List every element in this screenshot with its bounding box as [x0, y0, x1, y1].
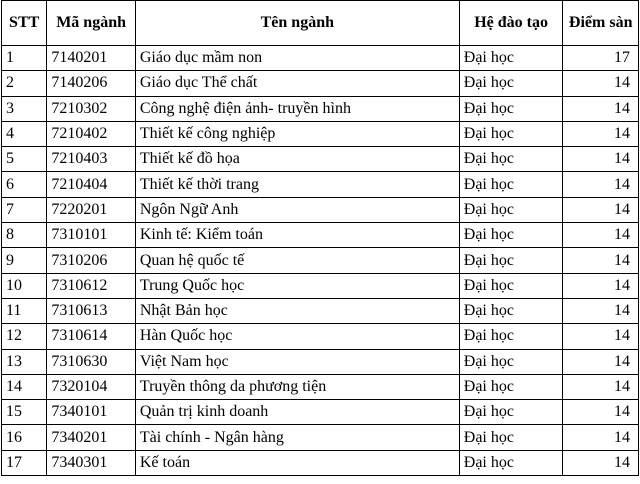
admission-scores-table [1, 0, 639, 476]
header-row [2, 1, 639, 46]
cell-diem-san: 14 [563, 349, 639, 374]
cell-stt: 11 [2, 298, 47, 323]
cell-ten-nganh: Tài chính - Ngân hàng [135, 425, 459, 450]
cell-ma-nganh: 7140201 [47, 46, 136, 71]
cell-stt: 8 [2, 223, 47, 248]
cell-ten-nganh: Nhật Bản học [135, 298, 459, 323]
table-row [2, 147, 639, 172]
table-row [2, 121, 639, 146]
cell-ten-nganh: Kinh tế: Kiểm toán [135, 223, 459, 248]
cell-he-dao-tao: Đại học [459, 172, 563, 197]
cell-ten-nganh: Thiết kế thời trang [135, 172, 459, 197]
cell-ten-nganh: Giáo dục Thể chất [135, 71, 459, 96]
cell-he-dao-tao: Đại học [459, 298, 563, 323]
cell-ma-nganh: 7310101 [47, 223, 136, 248]
cell-ten-nganh: Kế toán [135, 450, 459, 475]
cell-stt: 10 [2, 273, 47, 298]
cell-diem-san: 14 [563, 248, 639, 273]
header-stt: STT [2, 1, 47, 46]
table-row [2, 324, 639, 349]
cell-he-dao-tao: Đại học [459, 223, 563, 248]
table-row [2, 298, 639, 323]
cell-he-dao-tao: Đại học [459, 71, 563, 96]
cell-diem-san: 14 [563, 298, 639, 323]
table-row [2, 273, 639, 298]
cell-ten-nganh: Thiết kế công nghiệp [135, 121, 459, 146]
cell-ma-nganh: 7220201 [47, 197, 136, 222]
cell-stt: 7 [2, 197, 47, 222]
cell-stt: 9 [2, 248, 47, 273]
cell-stt: 15 [2, 400, 47, 425]
table-row [2, 197, 639, 222]
cell-he-dao-tao: Đại học [459, 273, 563, 298]
cell-stt: 1 [2, 46, 47, 71]
cell-diem-san: 14 [563, 223, 639, 248]
cell-ma-nganh: 7340201 [47, 425, 136, 450]
table-row [2, 46, 639, 71]
cell-he-dao-tao: Đại học [459, 425, 563, 450]
cell-diem-san: 14 [563, 172, 639, 197]
cell-stt: 5 [2, 147, 47, 172]
cell-he-dao-tao: Đại học [459, 46, 563, 71]
cell-diem-san: 14 [563, 374, 639, 399]
header-ma-nganh: Mã ngành [47, 1, 136, 46]
cell-ma-nganh: 7210402 [47, 121, 136, 146]
cell-stt: 2 [2, 71, 47, 96]
cell-ten-nganh: Việt Nam học [135, 349, 459, 374]
cell-diem-san: 14 [563, 197, 639, 222]
cell-ten-nganh: Ngôn Ngữ Anh [135, 197, 459, 222]
cell-ten-nganh: Công nghệ điện ảnh- truyền hình [135, 96, 459, 121]
table-row [2, 172, 639, 197]
header-diem-san: Điểm sàn [563, 1, 639, 46]
header-he-dao-tao: Hệ đào tạo [459, 1, 563, 46]
table-row [2, 400, 639, 425]
cell-stt: 13 [2, 349, 47, 374]
header-ten-nganh: Tên ngành [135, 1, 459, 46]
cell-ma-nganh: 7310630 [47, 349, 136, 374]
cell-he-dao-tao: Đại học [459, 374, 563, 399]
cell-he-dao-tao: Đại học [459, 349, 563, 374]
table-row [2, 450, 639, 475]
cell-diem-san: 14 [563, 121, 639, 146]
cell-ma-nganh: 7310206 [47, 248, 136, 273]
cell-stt: 4 [2, 121, 47, 146]
cell-diem-san: 17 [563, 46, 639, 71]
cell-ten-nganh: Quản trị kinh doanh [135, 400, 459, 425]
cell-ma-nganh: 7320104 [47, 374, 136, 399]
cell-stt: 12 [2, 324, 47, 349]
cell-ten-nganh: Thiết kế đồ họa [135, 147, 459, 172]
cell-he-dao-tao: Đại học [459, 324, 563, 349]
cell-ma-nganh: 7210403 [47, 147, 136, 172]
cell-ma-nganh: 7310612 [47, 273, 136, 298]
table-header [2, 1, 639, 46]
cell-stt: 14 [2, 374, 47, 399]
cell-ma-nganh: 7210404 [47, 172, 136, 197]
cell-ten-nganh: Trung Quốc học [135, 273, 459, 298]
cell-ten-nganh: Quan hệ quốc tế [135, 248, 459, 273]
cell-diem-san: 14 [563, 71, 639, 96]
table-row [2, 223, 639, 248]
table-row [2, 96, 639, 121]
cell-stt: 16 [2, 425, 47, 450]
cell-stt: 6 [2, 172, 47, 197]
cell-diem-san: 14 [563, 450, 639, 475]
cell-ten-nganh: Hàn Quốc học [135, 324, 459, 349]
table-row [2, 374, 639, 399]
cell-diem-san: 14 [563, 324, 639, 349]
cell-ma-nganh: 7310613 [47, 298, 136, 323]
cell-diem-san: 14 [563, 147, 639, 172]
cell-stt: 3 [2, 96, 47, 121]
table-row [2, 248, 639, 273]
table-row [2, 71, 639, 96]
cell-ma-nganh: 7310614 [47, 324, 136, 349]
cell-he-dao-tao: Đại học [459, 248, 563, 273]
cell-stt: 17 [2, 450, 47, 475]
table-row [2, 425, 639, 450]
table-body [2, 46, 639, 476]
cell-ma-nganh: 7340101 [47, 400, 136, 425]
cell-diem-san: 14 [563, 273, 639, 298]
cell-he-dao-tao: Đại học [459, 400, 563, 425]
cell-ten-nganh: Giáo dục mầm non [135, 46, 459, 71]
cell-ten-nganh: Truyền thông da phương tiện [135, 374, 459, 399]
cell-diem-san: 14 [563, 400, 639, 425]
cell-ma-nganh: 7210302 [47, 96, 136, 121]
cell-ma-nganh: 7340301 [47, 450, 136, 475]
cell-ma-nganh: 7140206 [47, 71, 136, 96]
cell-he-dao-tao: Đại học [459, 450, 563, 475]
cell-he-dao-tao: Đại học [459, 96, 563, 121]
cell-diem-san: 14 [563, 425, 639, 450]
cell-he-dao-tao: Đại học [459, 121, 563, 146]
cell-diem-san: 14 [563, 96, 639, 121]
cell-he-dao-tao: Đại học [459, 197, 563, 222]
cell-he-dao-tao: Đại học [459, 147, 563, 172]
table-row [2, 349, 639, 374]
